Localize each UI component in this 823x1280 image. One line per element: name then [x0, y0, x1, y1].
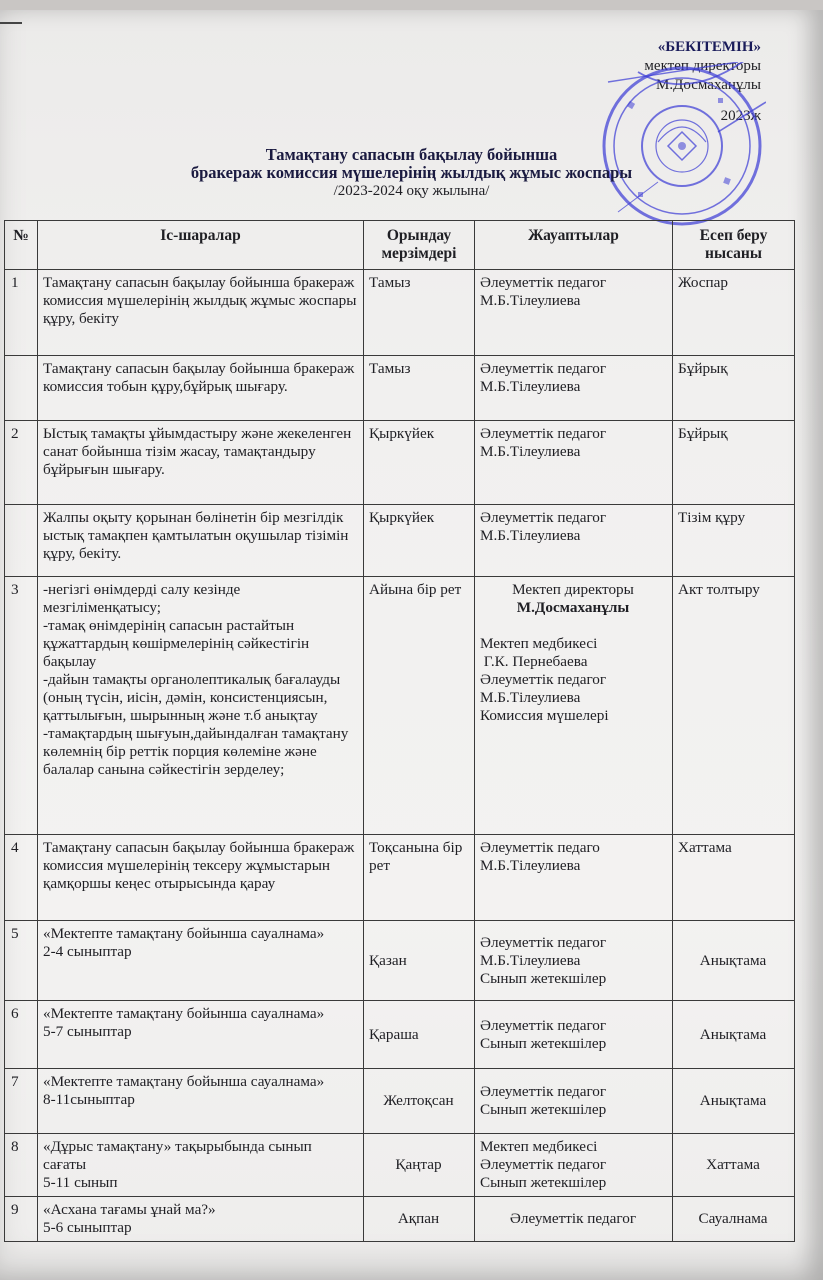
table-row [5, 270, 795, 356]
approval-heading: «БЕКІТЕМІН» [657, 39, 761, 55]
row-deadline: Тоқсанына бір рет [364, 835, 475, 921]
table-row [5, 1001, 795, 1069]
approval-year: 2023ж [720, 108, 761, 124]
table-row [5, 356, 795, 421]
responsible-line: М.Б.Тілеулиева [480, 689, 581, 706]
row-deadline: Ақпан [364, 1197, 475, 1242]
responsible-line: Мектеп медбикесі [480, 635, 598, 652]
row-report: Тізім құру [673, 505, 795, 577]
row-activity: «Мектепте тамақтану бойынша сауалнама» 8-11сыныптар [38, 1069, 364, 1134]
row-responsible: Әлеуметтік педаго М.Б.Тілеулиева [475, 835, 673, 921]
row-activity: Тамақтану сапасын бақылау бойынша бракераж комиссия тобын құру,бұйрық шығару. [38, 356, 364, 421]
row-report: Хаттама [673, 835, 795, 921]
table-row [5, 421, 795, 505]
table-row [5, 505, 795, 577]
header-deadlines: Орындау мерзімдері [364, 221, 475, 270]
row-responsible: Мектеп медбикесі Әлеуметтік педагог Сынып жетекшілер [475, 1134, 673, 1197]
approval-name: М.Досмаханұлы [656, 77, 761, 93]
title-line-2: бракераж комиссия мүшелерінің жылдық жұмыс жоспары [190, 163, 633, 182]
responsible-spacer [480, 617, 666, 635]
row-responsible: Әлеуметтік педагог Сынып жетекшілер [475, 1069, 673, 1134]
row-report: Анықтама [673, 1001, 795, 1069]
row-report: Хаттама [673, 1134, 795, 1197]
title-line-1: Тамақтану сапасын бақылау бойынша [265, 145, 558, 164]
row-activity: «Мектепте тамақтану бойынша сауалнама» 5-7 сыныптар [38, 1001, 364, 1069]
row-number: 3 [5, 577, 38, 835]
row-deadline: Желтоқсан [364, 1069, 475, 1134]
row-report: Акт толтыру [673, 577, 795, 835]
row-number: 8 [5, 1134, 38, 1197]
row-activity: Ыстық тамақты ұйымдастыру және жекеленген санат бойынша тізім жасау, тамақтандыру бұйрығын шығару. [38, 421, 364, 505]
row-responsible: Әлеуметтік педагог М.Б.Тілеулиева [475, 270, 673, 356]
row-deadline: Қыркүйек [364, 421, 475, 505]
row-deadline: Қыркүйек [364, 505, 475, 577]
row-number: 2 [5, 421, 38, 505]
row-responsible [475, 577, 673, 835]
table-row [5, 835, 795, 921]
row-responsible: Әлеуметтік педагог [475, 1197, 673, 1242]
row-report: Сауалнама [673, 1197, 795, 1242]
row-deadline: Қараша [364, 1001, 475, 1069]
row-number: 1 [5, 270, 38, 356]
row-number [5, 505, 38, 577]
row-number: 6 [5, 1001, 38, 1069]
title-line-3: /2023-2024 оқу жылына/ [333, 183, 490, 199]
responsible-line: Мектеп директоры [512, 581, 634, 598]
approval-position: мектеп директоры [644, 58, 761, 74]
row-deadline: Тамыз [364, 356, 475, 421]
row-responsible: Әлеуметтік педагог М.Б.Тілеулиева [475, 421, 673, 505]
row-number: 9 [5, 1197, 38, 1242]
row-activity: «Дұрыс тамақтану» тақырыбында сынып сағаты 5-11 сынып [38, 1134, 364, 1197]
header-activities: Іс-шаралар [38, 221, 364, 270]
row-activity: Тамақтану сапасын бақылау бойынша бракераж комиссия мүшелерінің жылдық жұмыс жоспары құру, бекіту [38, 270, 364, 356]
row-activity: -негізгі өнімдерді салу кезінде мезгіліменқатысу; -тамақ өнімдерінің сапасын растайтын құжаттардың көшірмелерінің сәйкестігін бақылау -дайын тамақты органолептикалық бағалауды (оның түсін, иісін, дәмін, консистенциясын, қаттылығын, шырынның және т.б анықтау -тамақтардың шығуын,дайындалған тамақтану көлемнің бір реттік порция көлеміне және балалар санына сәйкестігін зерделеу; [38, 577, 364, 835]
row-deadline: Тамыз [364, 270, 475, 356]
row-report: Бұйрық [673, 421, 795, 505]
row-report: Бұйрық [673, 356, 795, 421]
row-activity: «Асхана тағамы ұнай ма?» 5-6 сыныптар [38, 1197, 364, 1242]
responsible-line: Комиссия мүшелері [480, 707, 609, 724]
row-responsible: Әлеуметтік педагог М.Б.Тілеулиева [475, 356, 673, 421]
responsible-line: Г.К. Пернебаева [480, 653, 588, 670]
header-responsible: Жауаптылар [475, 221, 673, 270]
table-row [5, 1069, 795, 1134]
row-number [5, 356, 38, 421]
work-plan-table [4, 220, 795, 1242]
table-row [5, 577, 795, 835]
row-activity: Тамақтану сапасын бақылау бойынша бракераж комиссия мүшелерінің тексеру жұмыстарын қамқоршы кеңес отырысында қарау [38, 835, 364, 921]
document-title [0, 146, 823, 200]
row-number: 4 [5, 835, 38, 921]
header-number: № [5, 221, 38, 270]
page-edge-mark [0, 22, 22, 24]
table-row [5, 1197, 795, 1242]
row-responsible: Әлеуметтік педагог Сынып жетекшілер [475, 1001, 673, 1069]
row-responsible: Әлеуметтік педагог М.Б.Тілеулиева [475, 505, 673, 577]
table-header-row [5, 221, 795, 270]
row-report: Анықтама [673, 921, 795, 1001]
row-report: Жоспар [673, 270, 795, 356]
row-deadline: Қазан [364, 921, 475, 1001]
row-activity: Жалпы оқыту қорынан бөлінетін бір мезгілдік ыстық тамақпен қамтылатын оқушылар тізімін құру, бекіту. [38, 505, 364, 577]
row-report: Анықтама [673, 1069, 795, 1134]
table-row [5, 1134, 795, 1197]
responsible-line: Әлеуметтік педагог [480, 671, 607, 688]
responsible-line: М.Досмаханұлы [516, 599, 630, 616]
row-number: 5 [5, 921, 38, 1001]
row-deadline: Қаңтар [364, 1134, 475, 1197]
row-deadline: Айына бір рет [364, 577, 475, 835]
row-responsible: Әлеуметтік педагог М.Б.Тілеулиева Сынып жетекшілер [475, 921, 673, 1001]
row-number: 7 [5, 1069, 38, 1134]
table-row [5, 921, 795, 1001]
row-activity: «Мектепте тамақтану бойынша сауалнама» 2-4 сыныптар [38, 921, 364, 1001]
header-report-form: Есеп беру нысаны [673, 221, 795, 270]
